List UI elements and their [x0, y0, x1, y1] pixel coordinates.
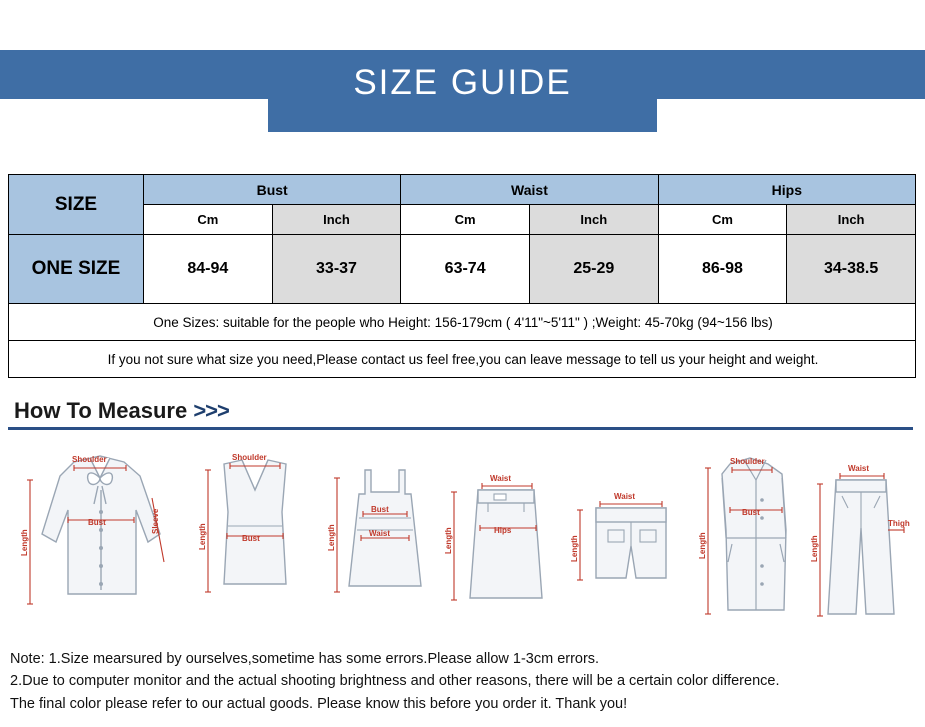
label-waist: Waist: [490, 474, 512, 483]
figure-blouse: [12, 434, 187, 634]
table-row-note-2: [9, 341, 916, 378]
label-shoulder: Shoulder: [730, 457, 765, 466]
unit-waist-cm: Cm: [401, 205, 530, 235]
size-table: [8, 174, 916, 378]
row-label-one-size: ONE SIZE: [9, 235, 144, 304]
label-shoulder: Shoulder: [72, 455, 107, 464]
label-bust: Bust: [371, 505, 389, 514]
table-row-note-1: [9, 304, 916, 341]
label-length: Length: [327, 524, 336, 551]
unit-hips-cm: Cm: [658, 205, 787, 235]
col-header-waist: Waist: [401, 175, 658, 205]
unit-hips-inch: Inch: [787, 205, 916, 235]
label-hips: Hips: [494, 526, 512, 535]
figure-camisole: [190, 434, 320, 634]
label-waist: Waist: [614, 492, 636, 501]
value-hips-cm: 86-98: [658, 235, 787, 304]
label-length: Length: [20, 529, 29, 556]
table-row-onesize: [9, 235, 916, 304]
size-note-2: If you not sure what size you need,Please contact us feel free,you can leave message to tell us your height and weight.: [9, 341, 916, 378]
label-length: Length: [444, 527, 453, 554]
figure-trench-coat: [692, 434, 812, 634]
label-length: Length: [810, 535, 819, 562]
figure-shorts: [560, 434, 695, 634]
unit-bust-cm: Cm: [144, 205, 273, 235]
footer-note-3: The final color please refer to our actual goods. Please know this before you order it. Thank you!: [10, 695, 628, 712]
value-bust-cm: 84-94: [144, 235, 273, 304]
label-length: Length: [198, 523, 207, 550]
value-waist-inch: 25-29: [529, 235, 658, 304]
label-bust: Bust: [742, 508, 760, 517]
size-table-wrap: [8, 174, 916, 378]
label-length: Length: [698, 532, 707, 559]
footer-note-1: Note: 1.Size mearsured by ourselves,sometime has some errors.Please allow 1-3cm errors.: [10, 651, 600, 667]
unit-waist-inch: Inch: [529, 205, 658, 235]
footer-note-2: 2.Due to computer monitor and the actual shooting brightness and other reasons, there will be a certain color difference.: [10, 673, 780, 690]
figure-trousers: [808, 434, 916, 634]
value-waist-cm: 63-74: [401, 235, 530, 304]
how-to-measure-title-text: How To Measure: [14, 398, 188, 423]
label-waist: Waist: [369, 529, 391, 538]
table-row-unit-head: [9, 205, 916, 235]
label-shoulder: Shoulder: [232, 453, 267, 462]
how-to-measure-title: [8, 398, 916, 424]
col-header-size: SIZE: [9, 175, 144, 235]
label-length: Length: [570, 535, 579, 562]
how-to-measure-section: [8, 398, 916, 634]
size-note-1: One Sizes: suitable for the people who Height: 156-179cm ( 4'11"~5'11" ) ;Weight: 45-70kg (94~156 lbs): [9, 304, 916, 341]
label-waist: Waist: [848, 464, 870, 473]
header-title-block: [268, 50, 657, 132]
figure-pinafore-dress: [323, 434, 443, 634]
footer-notes: [10, 648, 915, 715]
arrows-icon: >>>: [193, 398, 229, 423]
col-header-bust: Bust: [144, 175, 401, 205]
table-row-group-head: [9, 175, 916, 205]
label-thigh: Thigh: [888, 519, 910, 528]
col-header-hips: Hips: [658, 175, 915, 205]
page-title: SIZE GUIDE: [353, 62, 572, 102]
value-bust-inch: 33-37: [272, 235, 401, 304]
label-bust: Bust: [88, 518, 106, 527]
value-hips-inch: 34-38.5: [787, 235, 916, 304]
section-divider: [8, 427, 913, 430]
figure-skirt: [438, 434, 563, 634]
figure-row: [8, 434, 916, 634]
unit-bust-inch: Inch: [272, 205, 401, 235]
label-bust: Bust: [242, 534, 260, 543]
label-sleeve: Sleeve: [151, 508, 160, 534]
